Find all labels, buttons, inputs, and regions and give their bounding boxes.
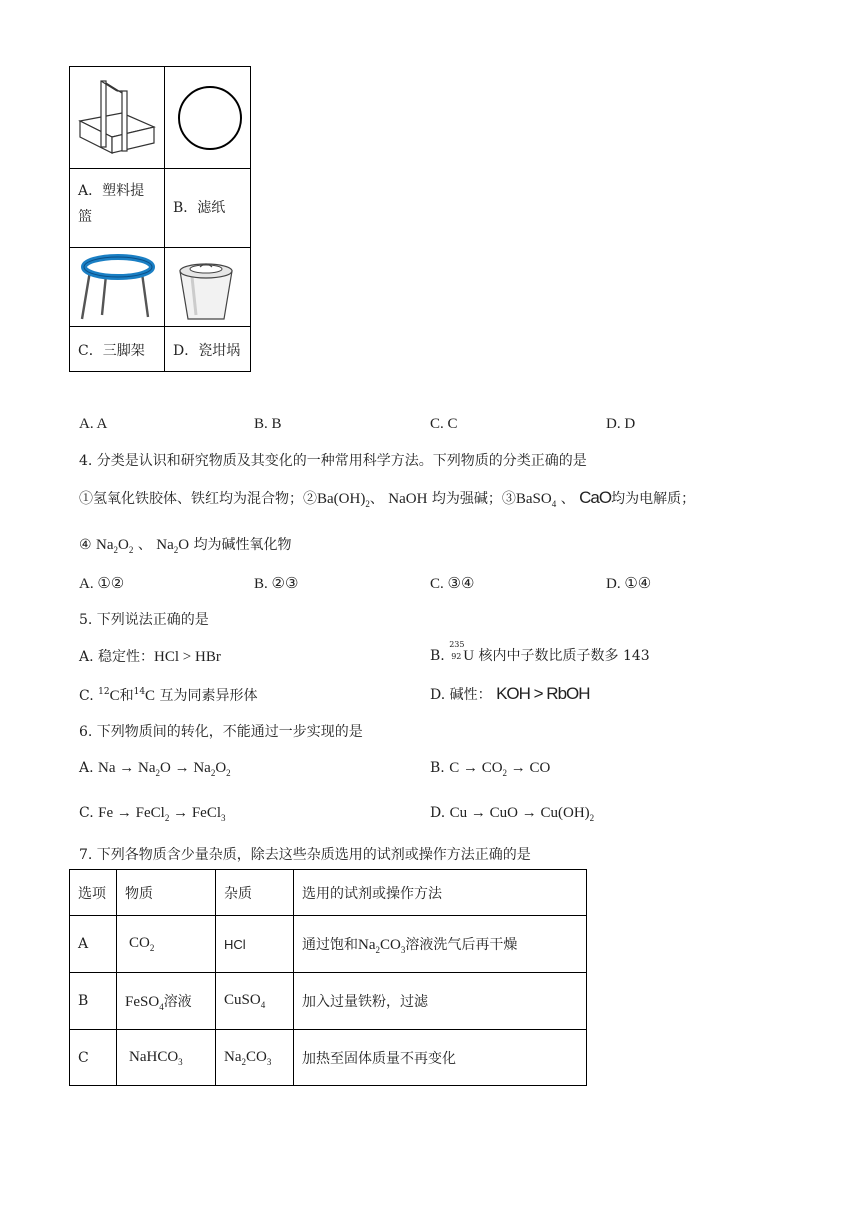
row-c-option: C [70, 1030, 117, 1086]
option-a-label [78, 178, 144, 230]
q7-stem: 7. 下列各物质含少量杂质，除去这些杂质选用的试剂或操作方法正确的是 [79, 847, 531, 863]
q3-choice-c[interactable]: C. C [430, 416, 458, 432]
q3-choice-d[interactable]: D. D [606, 416, 636, 432]
table-row [70, 973, 587, 1030]
q4-choice-b[interactable]: B. ②③ [254, 576, 299, 592]
q3-choice-b[interactable]: B. B [254, 416, 282, 432]
row-a-option: A [70, 916, 117, 973]
option-d-label: D．瓷坩埚 [173, 343, 241, 359]
crucible-image [174, 257, 240, 325]
row-a-impurity: HCl [216, 916, 294, 973]
row-c-impurity: $Na_2CO_3$ [216, 1030, 294, 1086]
table-header-row [70, 870, 587, 916]
q5-choice-d[interactable]: D. 碱性： KOH > RbOH [430, 684, 590, 703]
row-a-substance: $CO_2$ [117, 916, 216, 973]
table-row [70, 1030, 587, 1086]
option-c-label: C．三脚架 [78, 343, 145, 359]
header-method: 选用的试剂或操作方法 [294, 870, 587, 916]
row-b-option: B [70, 973, 117, 1030]
table-divider [70, 168, 250, 169]
option-a-text-1: A．塑料提 [78, 183, 145, 199]
q6-choice-c[interactable]: C. Fe → FeCl$_2$ → FeCl$_3$ [79, 805, 226, 823]
option-b-label: B．滤纸 [173, 200, 226, 216]
q5-stem: 5. 下列说法正确的是 [79, 612, 209, 628]
apparatus-table [69, 66, 251, 372]
table-divider [70, 326, 250, 327]
q5-choice-b[interactable]: B. 235 92 U 核内中子数比质子数多 143 [430, 640, 650, 664]
filter-paper-image [175, 83, 245, 153]
q4-statement-line2: ④ $Na_2O_2$ 、 $Na_2O$ 均为碱性氧化物 [79, 537, 292, 555]
q6-choice-b[interactable]: B. $C \to CO_2$ → CO [430, 760, 551, 778]
header-impurity: 杂质 [216, 870, 294, 916]
row-c-method: 加热至固体质量不再变化 [294, 1030, 587, 1086]
option-a-text-2: 篮 [78, 209, 92, 225]
header-option: 选项 [70, 870, 117, 916]
row-a-method: 通过饱和$Na_2CO_3$溶液洗气后再干燥 [294, 916, 587, 973]
q5-choice-c[interactable]: C. $^{12}$C和$^{14}$C 互为同素异形体 [79, 687, 258, 704]
q6-stem: 6. 下列物质间的转化，不能通过一步实现的是 [79, 724, 363, 740]
row-b-substance: FeSO$_4$溶液 [117, 973, 216, 1030]
q4-choice-d[interactable]: D. ①④ [606, 576, 652, 592]
table-divider [70, 247, 250, 248]
q4-choice-c[interactable]: C. ③④ [430, 576, 475, 592]
q5-choice-a[interactable]: A. 稳定性：HCl > HBr [79, 649, 221, 665]
q6-choice-d[interactable]: D. Cu → CuO → $Cu(OH)_2$ [430, 805, 595, 823]
plastic-basket-image [76, 77, 158, 162]
q4-stem: 4. 分类是认识和研究物质及其变化的一种常用科学方法。下列物质的分类正确的是 [79, 453, 587, 469]
q4-choice-a[interactable]: A. ①② [79, 576, 125, 592]
q3-choice-a[interactable]: A. A [79, 416, 108, 432]
table-row [70, 916, 587, 973]
q6-choice-a[interactable]: A. $Na \to Na_2O \to Na_2O_2$ [79, 760, 231, 778]
row-b-impurity: CuSO$_4$ [216, 973, 294, 1030]
row-c-substance: NaHCO$_3$ [117, 1030, 216, 1086]
header-substance: 物质 [117, 870, 216, 916]
q4-statement-line1: ①氢氧化铁胶体、铁红均为混合物；$②Ba(OH)_2$、 NaOH 均为强碱；③BaSO$_4$ 、 CaO均为电解质； [79, 488, 696, 509]
tripod-image [76, 253, 160, 323]
row-b-method: 加入过量铁粉，过滤 [294, 973, 587, 1030]
impurity-table [69, 869, 587, 1086]
